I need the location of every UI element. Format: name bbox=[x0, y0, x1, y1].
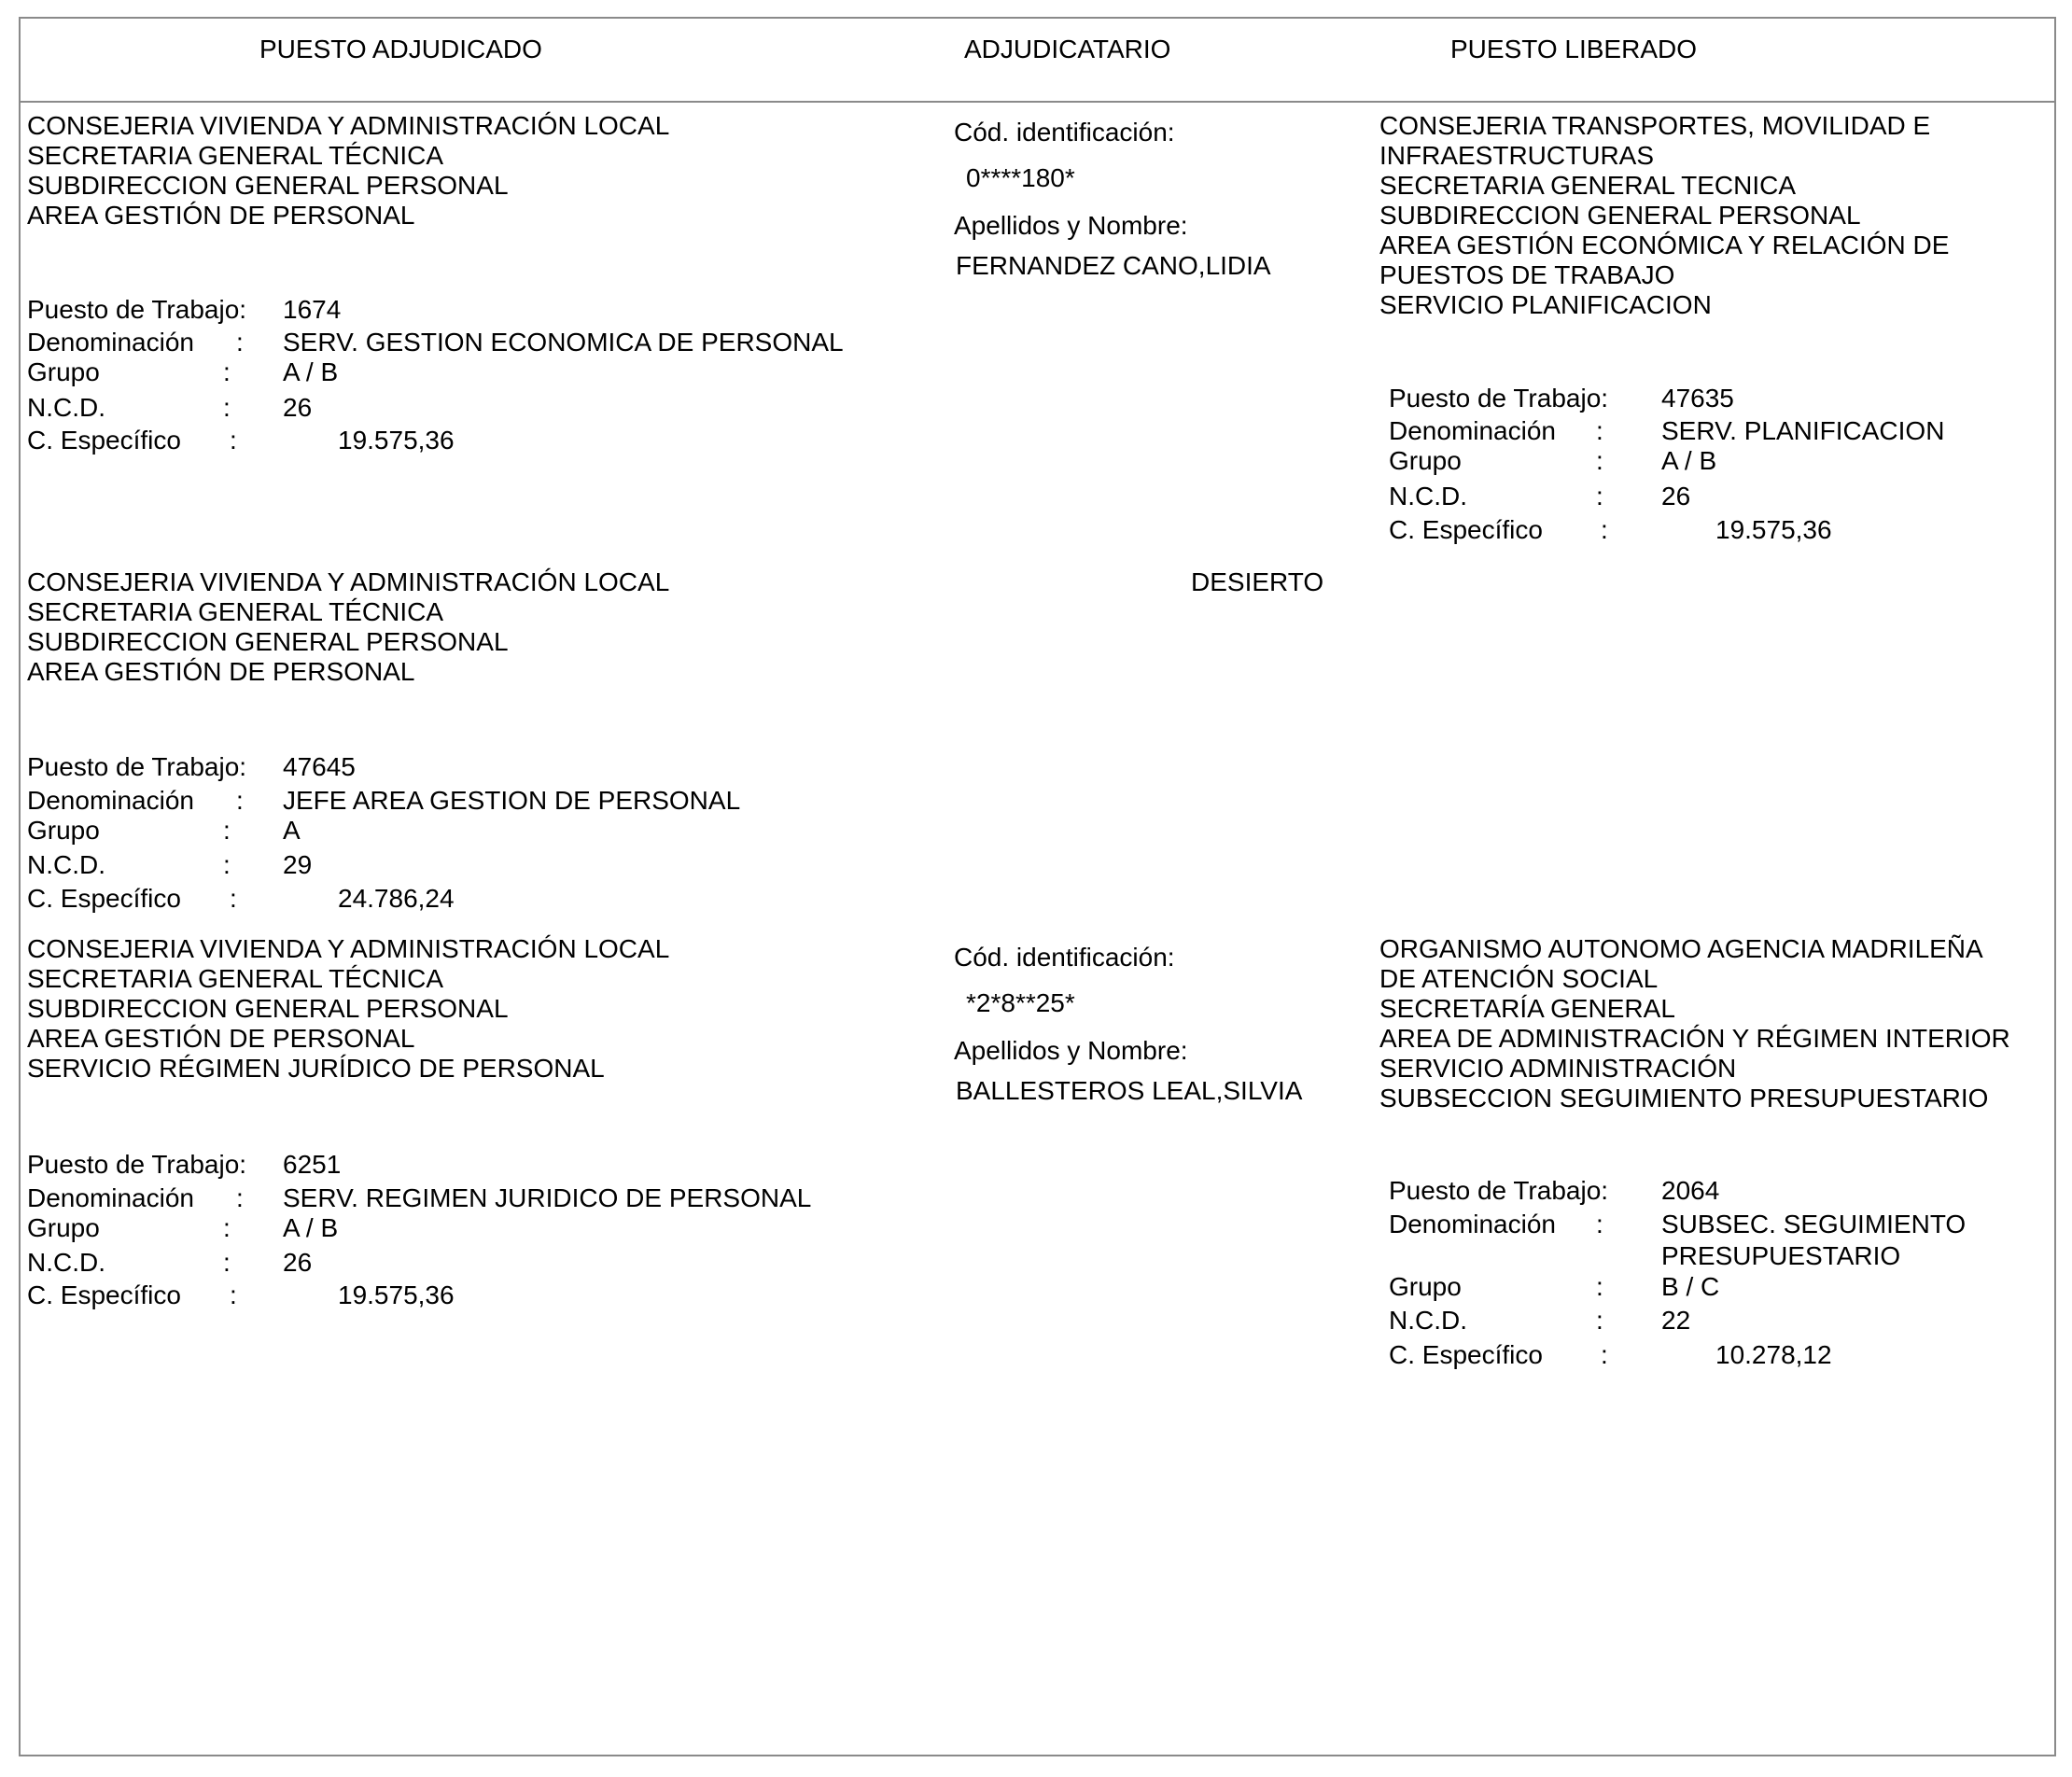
org-line: SECRETARIA GENERAL TECNICA bbox=[1379, 171, 1797, 200]
puesto-value: 47635 bbox=[1661, 384, 1734, 413]
especifico-label: C. Específico bbox=[27, 426, 181, 455]
denominacion-value: JEFE AREA GESTION DE PERSONAL bbox=[283, 786, 741, 815]
grupo-label: Grupo bbox=[1389, 446, 1462, 475]
entry-1-liberado-denominacion-row bbox=[1389, 416, 2042, 446]
org-line: AREA GESTIÓN DE PERSONAL bbox=[27, 201, 415, 230]
grupo-value: A / B bbox=[283, 1213, 339, 1242]
entry-1-cod-value: 0****180* bbox=[966, 163, 1075, 192]
colon: : bbox=[223, 816, 231, 845]
denominacion-value: SERV. GESTION ECONOMICA DE PERSONAL bbox=[283, 328, 844, 357]
entry-3-liberado-denominacion-row-2 bbox=[1389, 1241, 2042, 1271]
entry-1-puesto-row bbox=[27, 295, 867, 325]
entry-1-cod-label: Cód. identificación: bbox=[954, 118, 1175, 147]
org-line: SERVICIO ADMINISTRACIÓN bbox=[1379, 1054, 1737, 1083]
entry-1-liberado-puesto-row bbox=[1389, 384, 2042, 413]
org-line: AREA GESTIÓN DE PERSONAL bbox=[27, 657, 415, 686]
org-line: PUESTOS DE TRABAJO bbox=[1379, 260, 1675, 289]
puesto-value: 1674 bbox=[283, 295, 342, 324]
org-line: INFRAESTRUCTURAS bbox=[1379, 141, 1655, 170]
puesto-value: 47645 bbox=[283, 752, 356, 781]
entry-1-especifico-row bbox=[27, 426, 867, 455]
org-line: SUBSECCION SEGUIMIENTO PRESUPUESTARIO bbox=[1379, 1084, 1989, 1112]
entry-3-grupo-row bbox=[27, 1213, 867, 1243]
header-divider bbox=[19, 101, 2056, 103]
entry-1-liberado-org bbox=[1379, 111, 1949, 320]
entry-3-nombre-value: BALLESTEROS LEAL,SILVIA bbox=[956, 1076, 1303, 1105]
colon: : bbox=[230, 426, 237, 455]
denominacion-value: SERV. REGIMEN JURIDICO DE PERSONAL bbox=[283, 1183, 812, 1212]
colon: : bbox=[236, 328, 244, 357]
org-line: SECRETARIA GENERAL TÉCNICA bbox=[27, 597, 444, 626]
org-line: SUBDIRECCION GENERAL PERSONAL bbox=[27, 171, 509, 200]
ncd-label: N.C.D. bbox=[27, 393, 105, 422]
colon: : bbox=[1601, 1340, 1608, 1369]
org-line: CONSEJERIA VIVIENDA Y ADMINISTRACIÓN LOCAL bbox=[27, 934, 670, 963]
colon: : bbox=[1596, 1306, 1603, 1335]
especifico-value: 24.786,24 bbox=[338, 884, 455, 913]
grupo-label: Grupo bbox=[27, 1213, 100, 1242]
org-line: SUBDIRECCION GENERAL PERSONAL bbox=[27, 994, 509, 1023]
grupo-value: B / C bbox=[1661, 1272, 1720, 1301]
entry-1-apellidos-label: Apellidos y Nombre: bbox=[954, 211, 1188, 240]
org-line: SERVICIO RÉGIMEN JURÍDICO DE PERSONAL bbox=[27, 1054, 605, 1083]
ncd-value: 26 bbox=[283, 1248, 313, 1277]
puesto-label: Puesto de Trabajo: bbox=[1389, 1176, 1609, 1205]
org-line: CONSEJERIA VIVIENDA Y ADMINISTRACIÓN LOCAL bbox=[27, 567, 670, 596]
entry-1-ncd-row bbox=[27, 393, 867, 423]
entry-1-liberado-especifico-row bbox=[1389, 515, 2042, 545]
org-line: AREA DE ADMINISTRACIÓN Y RÉGIMEN INTERIOR bbox=[1379, 1024, 2010, 1053]
entry-3-puesto-row bbox=[27, 1150, 867, 1180]
entry-3-liberado-puesto-row bbox=[1389, 1176, 2042, 1206]
puesto-label: Puesto de Trabajo: bbox=[27, 1150, 247, 1179]
entry-3-liberado-ncd-row bbox=[1389, 1306, 2042, 1336]
ncd-value: 29 bbox=[283, 850, 313, 879]
colon: : bbox=[236, 786, 244, 815]
ncd-label: N.C.D. bbox=[1389, 482, 1467, 511]
especifico-value: 19.575,36 bbox=[338, 426, 455, 455]
entry-2-denominacion-row bbox=[27, 786, 867, 816]
entry-3-cod-label: Cód. identificación: bbox=[954, 943, 1175, 972]
header-puesto-adjudicado: PUESTO ADJUDICADO bbox=[259, 35, 542, 63]
entry-2-puesto-row bbox=[27, 752, 867, 782]
entry-2-adjudicado-org bbox=[27, 567, 669, 687]
grupo-value: A / B bbox=[1661, 446, 1717, 475]
org-line: SERVICIO PLANIFICACION bbox=[1379, 290, 1712, 319]
colon: : bbox=[1596, 1272, 1603, 1301]
entry-3-cod-value: *2*8**25* bbox=[966, 988, 1075, 1017]
puesto-value: 6251 bbox=[283, 1150, 342, 1179]
puesto-label: Puesto de Trabajo: bbox=[1389, 384, 1609, 413]
entry-3-liberado-grupo-row bbox=[1389, 1272, 2042, 1302]
ncd-label: N.C.D. bbox=[1389, 1306, 1467, 1335]
entry-1-liberado-grupo-row bbox=[1389, 446, 2042, 476]
colon: : bbox=[223, 1248, 231, 1277]
colon: : bbox=[1596, 416, 1603, 445]
org-line: SUBDIRECCION GENERAL PERSONAL bbox=[1379, 201, 1861, 230]
entry-3-apellidos-label: Apellidos y Nombre: bbox=[954, 1036, 1188, 1065]
grupo-label: Grupo bbox=[27, 816, 100, 845]
colon: : bbox=[236, 1183, 244, 1212]
header-puesto-liberado: PUESTO LIBERADO bbox=[1450, 35, 1698, 63]
org-line: SECRETARIA GENERAL TÉCNICA bbox=[27, 141, 444, 170]
denominacion-label: Denominación bbox=[27, 328, 194, 357]
entry-3-ncd-row bbox=[27, 1248, 867, 1278]
colon: : bbox=[1601, 515, 1608, 544]
especifico-value: 19.575,36 bbox=[338, 1280, 455, 1309]
entry-2-status-desierto: DESIERTO bbox=[1191, 567, 1324, 596]
entry-2-grupo-row bbox=[27, 816, 867, 846]
grupo-value: A bbox=[283, 816, 301, 845]
colon: : bbox=[223, 393, 231, 422]
puesto-label: Puesto de Trabajo: bbox=[27, 295, 247, 324]
org-line: DE ATENCIÓN SOCIAL bbox=[1379, 964, 1659, 993]
denominacion-label: Denominación bbox=[27, 786, 194, 815]
grupo-label: Grupo bbox=[1389, 1272, 1462, 1301]
entry-3-liberado-especifico-row bbox=[1389, 1340, 2042, 1370]
entry-1-liberado-ncd-row bbox=[1389, 482, 2042, 511]
entry-3-especifico-row bbox=[27, 1280, 867, 1310]
ncd-value: 26 bbox=[283, 393, 313, 422]
ncd-label: N.C.D. bbox=[27, 1248, 105, 1277]
colon: : bbox=[230, 884, 237, 913]
colon: : bbox=[223, 357, 231, 386]
entry-1-nombre-value: FERNANDEZ CANO,LIDIA bbox=[956, 251, 1271, 280]
colon: : bbox=[230, 1280, 237, 1309]
especifico-label: C. Específico bbox=[1389, 515, 1543, 544]
entry-1-grupo-row bbox=[27, 357, 867, 387]
ncd-value: 22 bbox=[1661, 1306, 1691, 1335]
denominacion-value-line2: PRESUPUESTARIO bbox=[1661, 1241, 1901, 1270]
especifico-label: C. Específico bbox=[27, 884, 181, 913]
header-adjudicatario: ADJUDICATARIO bbox=[964, 35, 1171, 63]
org-line: ORGANISMO AUTONOMO AGENCIA MADRILEÑA bbox=[1379, 934, 1983, 963]
grupo-label: Grupo bbox=[27, 357, 100, 386]
entry-1-denominacion-row bbox=[27, 328, 867, 357]
org-line: SUBDIRECCION GENERAL PERSONAL bbox=[27, 627, 509, 656]
especifico-label: C. Específico bbox=[1389, 1340, 1543, 1369]
entry-3-liberado-denominacion-row bbox=[1389, 1210, 2042, 1239]
denominacion-label: Denominación bbox=[1389, 1210, 1556, 1238]
colon: : bbox=[223, 1213, 231, 1242]
entry-3-adjudicado-org bbox=[27, 934, 669, 1084]
puesto-label: Puesto de Trabajo: bbox=[27, 752, 247, 781]
entry-2-especifico-row bbox=[27, 884, 867, 914]
especifico-label: C. Específico bbox=[27, 1280, 181, 1309]
colon: : bbox=[223, 850, 231, 879]
colon: : bbox=[1596, 482, 1603, 511]
denominacion-value: SERV. PLANIFICACION bbox=[1661, 416, 1945, 445]
entry-3-liberado-org bbox=[1379, 934, 2010, 1113]
colon: : bbox=[1596, 446, 1603, 475]
grupo-value: A / B bbox=[283, 357, 339, 386]
org-line: CONSEJERIA TRANSPORTES, MOVILIDAD E bbox=[1379, 111, 1931, 140]
entry-2-ncd-row bbox=[27, 850, 867, 880]
org-line: AREA GESTIÓN DE PERSONAL bbox=[27, 1024, 415, 1053]
denominacion-label: Denominación bbox=[1389, 416, 1556, 445]
denominacion-value-line1: SUBSEC. SEGUIMIENTO bbox=[1661, 1210, 1967, 1238]
org-line: SECRETARÍA GENERAL bbox=[1379, 994, 1675, 1023]
puesto-value: 2064 bbox=[1661, 1176, 1720, 1205]
especifico-value: 10.278,12 bbox=[1715, 1340, 1832, 1369]
org-line: SECRETARIA GENERAL TÉCNICA bbox=[27, 964, 444, 993]
ncd-label: N.C.D. bbox=[27, 850, 105, 879]
org-line: AREA GESTIÓN ECONÓMICA Y RELACIÓN DE bbox=[1379, 231, 1950, 259]
colon: : bbox=[1596, 1210, 1603, 1238]
entry-3-denominacion-row bbox=[27, 1183, 867, 1213]
org-line: CONSEJERIA VIVIENDA Y ADMINISTRACIÓN LOCAL bbox=[27, 111, 670, 140]
especifico-value: 19.575,36 bbox=[1715, 515, 1832, 544]
denominacion-label: Denominación bbox=[27, 1183, 194, 1212]
entry-1-adjudicado-org bbox=[27, 111, 669, 231]
ncd-value: 26 bbox=[1661, 482, 1691, 511]
